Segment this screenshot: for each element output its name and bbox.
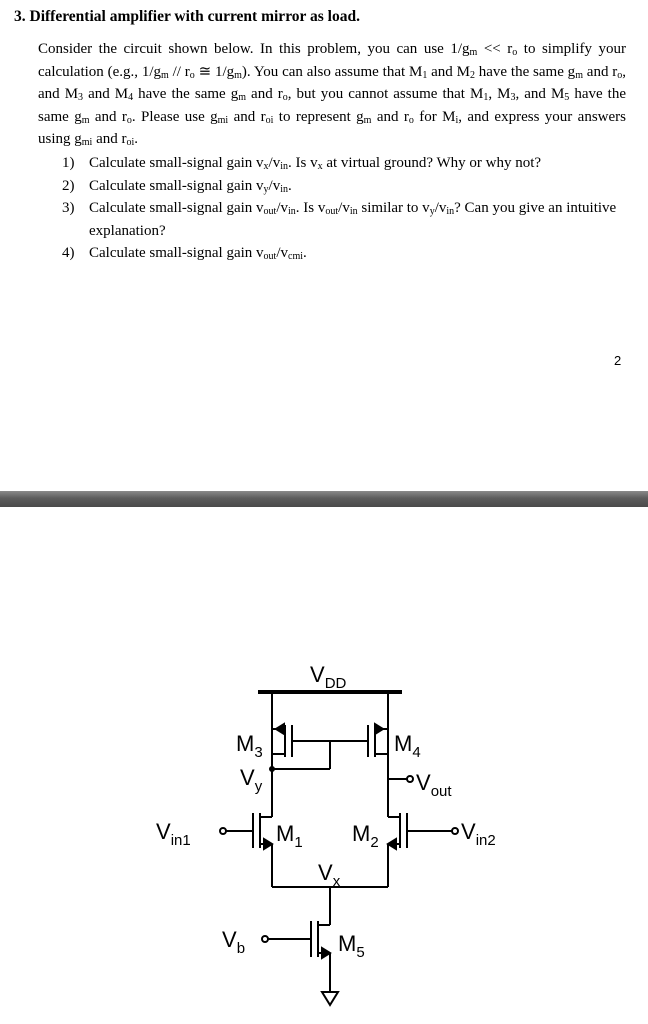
text-run: . Is v xyxy=(295,200,326,216)
text-run: and r xyxy=(371,108,409,125)
text-run: and r xyxy=(92,131,127,147)
text-run: . xyxy=(288,177,292,194)
subscript-text: in xyxy=(349,206,358,217)
text-run: . xyxy=(303,245,307,261)
subscript-text: m xyxy=(238,92,246,103)
subscript-text: y xyxy=(263,183,269,195)
label-vin1: $V_{in1}$ xyxy=(156,819,191,849)
text-run: for M xyxy=(413,108,456,125)
text-run: Calculate small-signal gain v xyxy=(89,245,264,261)
subscript-text: o xyxy=(282,92,288,103)
subscript-text: m xyxy=(575,69,583,81)
question-list xyxy=(62,152,626,265)
question-number: 4) xyxy=(62,245,75,261)
subscript-text: in xyxy=(280,183,288,195)
text-run: and M xyxy=(83,86,129,102)
text-run: /v xyxy=(268,177,281,194)
text-run: similar to v xyxy=(357,200,430,216)
text-run: . Is v xyxy=(288,155,318,171)
text-run: and r xyxy=(582,63,618,80)
subscript-text: 3 xyxy=(78,92,84,103)
question-item xyxy=(62,175,626,198)
text-run: Calculate small-signal gain v xyxy=(89,200,264,216)
text-run: << r xyxy=(477,41,513,57)
text-run: /v xyxy=(276,200,288,216)
question-number: 2) xyxy=(62,177,75,194)
text-run: to represent g xyxy=(273,108,364,125)
subscript-text: o xyxy=(189,69,195,81)
page-number: 2 xyxy=(614,353,622,368)
subscript-text: oi xyxy=(126,137,135,148)
subscript-text: out xyxy=(325,206,339,217)
question-item xyxy=(62,197,626,242)
subscript-text: y xyxy=(429,206,435,217)
subscript-text: o xyxy=(512,47,518,58)
text-run: ). You can also assume that M xyxy=(241,63,423,80)
problem-heading: 3. Differential amplifier with current mirror as load. xyxy=(14,8,360,25)
problem-intro xyxy=(38,38,626,151)
text-run: , and M xyxy=(38,63,627,102)
page-divider xyxy=(0,491,648,507)
subscript-text: mi xyxy=(81,137,93,148)
text-run: ≅ 1/g xyxy=(194,63,235,80)
subscript-text: 4 xyxy=(128,92,134,103)
subscript-text: cmi xyxy=(288,251,303,262)
label-m3: $M_3$ xyxy=(236,731,263,761)
subscript-text: oi xyxy=(265,114,274,126)
subscript-text: 1 xyxy=(483,92,489,103)
subscript-text: 2 xyxy=(469,69,475,81)
subscript-text: 1 xyxy=(422,69,428,81)
text-run: , and express your answers using g xyxy=(38,108,626,147)
text-run: have the same g xyxy=(133,86,239,102)
text-run: , but you cannot assume that M xyxy=(287,86,484,102)
text-run: // r xyxy=(168,63,190,80)
subscript-text: x xyxy=(263,161,269,172)
text-run: , and M xyxy=(515,86,565,102)
text-run: to simplify your calculation (e.g., 1/g xyxy=(38,41,626,80)
circuit-diagram xyxy=(0,507,648,1024)
label-m2: $M_2$ xyxy=(352,821,379,851)
question-number: 3) xyxy=(62,200,75,216)
subscript-text: m xyxy=(234,69,242,81)
label-vin2: $V_{in2}$ xyxy=(461,819,496,849)
text-run: and r xyxy=(89,108,127,125)
label-m5: $M_5$ xyxy=(338,931,365,961)
text-run: and r xyxy=(228,108,266,125)
subscript-text: m xyxy=(363,114,372,126)
label-vdd: $V_{DD}$ xyxy=(310,662,347,692)
text-run: have the same g xyxy=(38,86,627,125)
subscript-text: o xyxy=(126,114,132,126)
text-run: at virtual ground? Why or why not? xyxy=(322,155,542,171)
subscript-text: m xyxy=(161,69,169,81)
subscript-text: o xyxy=(408,114,414,126)
text-run: and M xyxy=(427,63,470,80)
subscript-text: i xyxy=(455,114,459,126)
subscript-text: m xyxy=(469,47,478,58)
text-run: /v xyxy=(338,200,350,216)
subscript-text: m xyxy=(81,114,90,126)
subscript-text: in xyxy=(446,206,455,217)
label-vx: $V_x$ xyxy=(318,860,341,890)
text-run: . xyxy=(134,131,139,147)
text-run: . Please use g xyxy=(131,108,218,125)
text-run: /v xyxy=(268,155,281,171)
subscript-text: o xyxy=(617,69,623,81)
subscript-text: 3 xyxy=(510,92,516,103)
label-vout: $V_{out}$ xyxy=(416,770,452,800)
label-m1: $M_1$ xyxy=(276,821,303,851)
subscript-text: x xyxy=(317,161,323,172)
text-run: /v xyxy=(434,200,447,216)
text-run: , M xyxy=(488,86,511,102)
subscript-text: in xyxy=(280,161,288,172)
text-run: Calculate small-signal gain v xyxy=(89,177,264,194)
label-m4: $M_4$ xyxy=(394,731,421,761)
text-run: ? Can you give an intuitive explanation? xyxy=(89,200,617,239)
question-item xyxy=(62,242,626,265)
subscript-text: out xyxy=(263,206,277,217)
text-run: and r xyxy=(246,86,283,102)
question-item xyxy=(62,152,626,175)
subscript-text: mi xyxy=(217,114,229,126)
subscript-text: out xyxy=(263,251,277,262)
question-number: 1) xyxy=(62,155,75,171)
subscript-text: 5 xyxy=(564,92,570,103)
text-run: have the same g xyxy=(474,63,576,80)
text-run: Calculate small-signal gain v xyxy=(89,155,264,171)
text-run: Consider the circuit shown below. In this problem, you can use 1/g xyxy=(38,41,470,57)
subscript-text: in xyxy=(288,206,296,217)
label-vy: $V_y$ xyxy=(240,765,263,795)
text-run: /v xyxy=(276,245,288,261)
label-vb: $V_b$ xyxy=(222,927,246,957)
